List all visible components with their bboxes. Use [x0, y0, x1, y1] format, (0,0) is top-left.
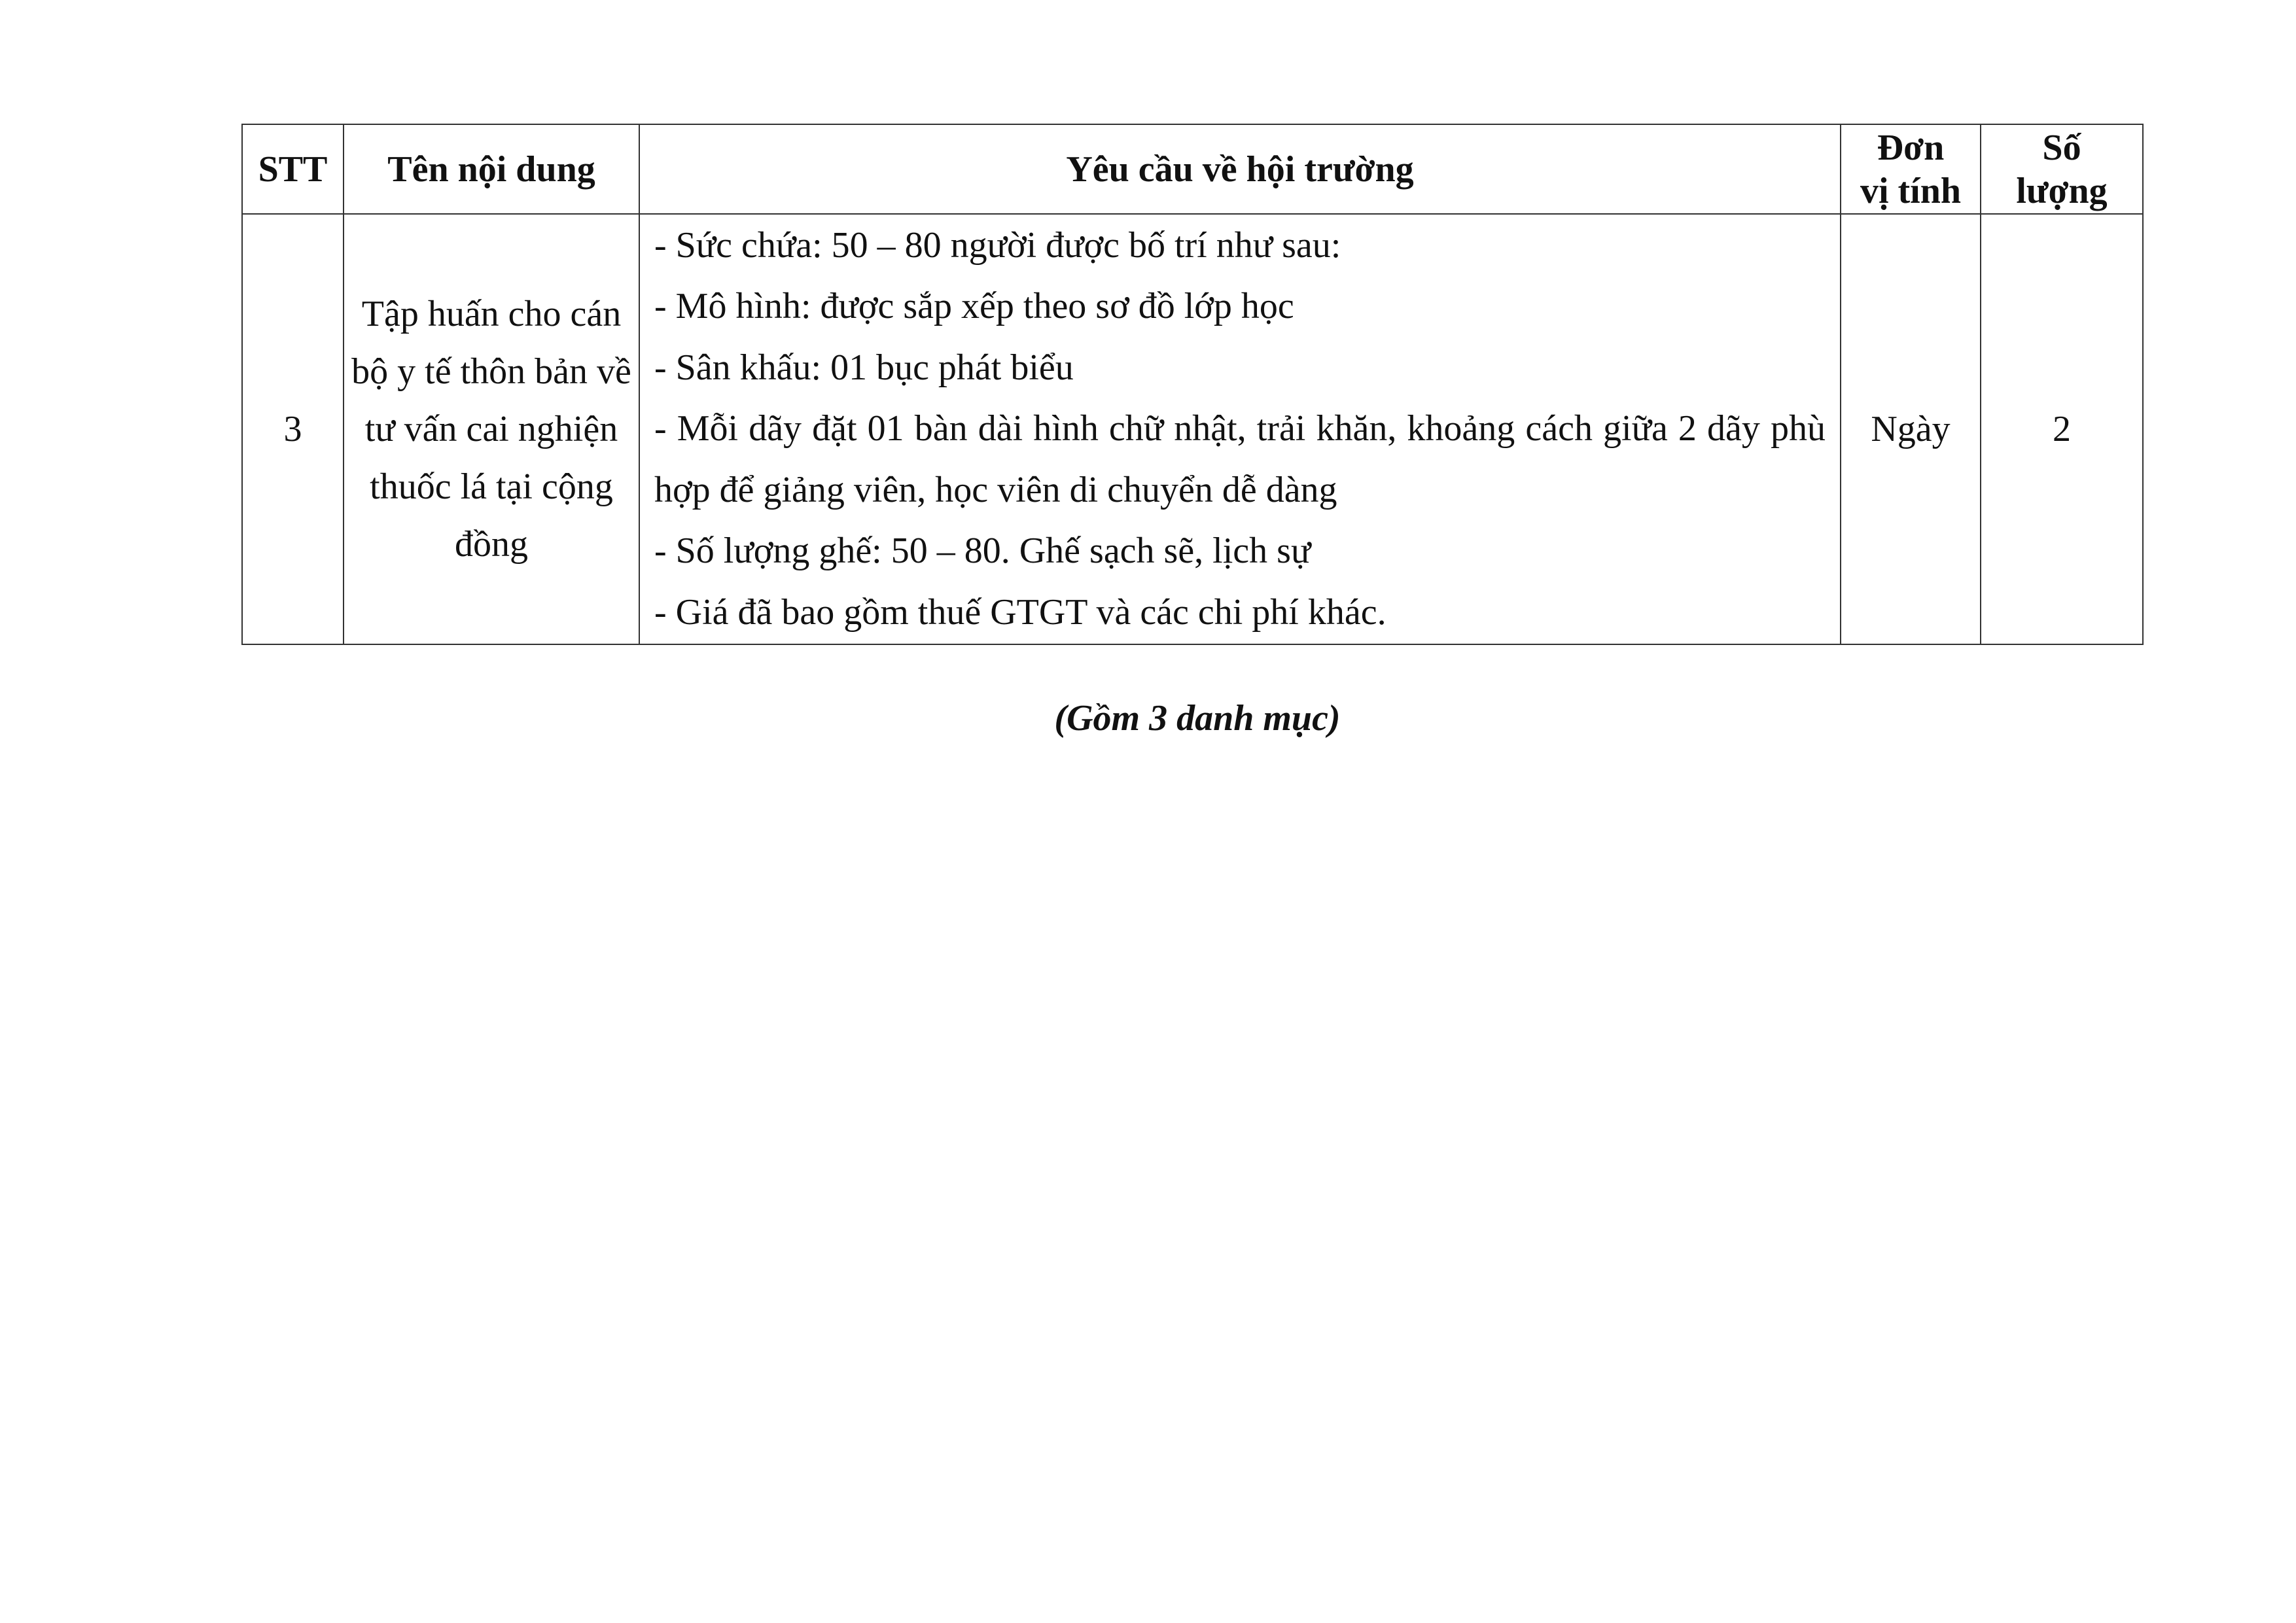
header-quantity [1981, 124, 2143, 214]
requirement-line: - Mô hình: được sắp xếp theo sơ đồ lớp học [654, 286, 1294, 327]
requirement-line: - Giá đã bao gồm thuế GTGT và các chi phí khác. [654, 591, 1386, 633]
table-header-row [242, 124, 2143, 214]
row-quantity: 2 [1981, 214, 2143, 644]
row-stt: 3 [242, 214, 344, 644]
summary-note: (Gồm 3 danh mục) [1054, 698, 1341, 739]
header-stt: STT [242, 124, 344, 214]
requirement-line: - Số lượng ghế: 50 – 80. Ghế sạch sẽ, lịch sự [654, 531, 1311, 572]
requirement-line: - Sân khấu: 01 bục phát biểu [654, 347, 1074, 388]
table-row [242, 214, 2143, 644]
requirement-line: - Sức chứa: 50 – 80 người được bố trí như sau: [654, 224, 1341, 266]
row-unit: Ngày [1841, 214, 1981, 644]
requirement-line: - Mỗi dãy đặt 01 bàn dài hình chữ nhật, trải khăn, khoảng cách giữa 2 dãy phù hợp để giảng viên, học viên di chuyển dễ dàng [654, 408, 1826, 510]
header-content-name: Tên nội dung [344, 124, 639, 214]
header-unit [1841, 124, 1981, 214]
venue-requirements-table [241, 124, 2144, 645]
row-content-name: Tập huấn cho cán bộ y tế thôn bản về tư vấn cai nghiện thuốc lá tại cộng đồng [344, 214, 639, 644]
header-requirements: Yêu cầu về hội trường [639, 124, 1841, 214]
header-quantity-label: Số lượng [2016, 127, 2108, 211]
row-requirements [639, 214, 1841, 644]
header-unit-label: Đơn vị tính [1860, 127, 1962, 211]
